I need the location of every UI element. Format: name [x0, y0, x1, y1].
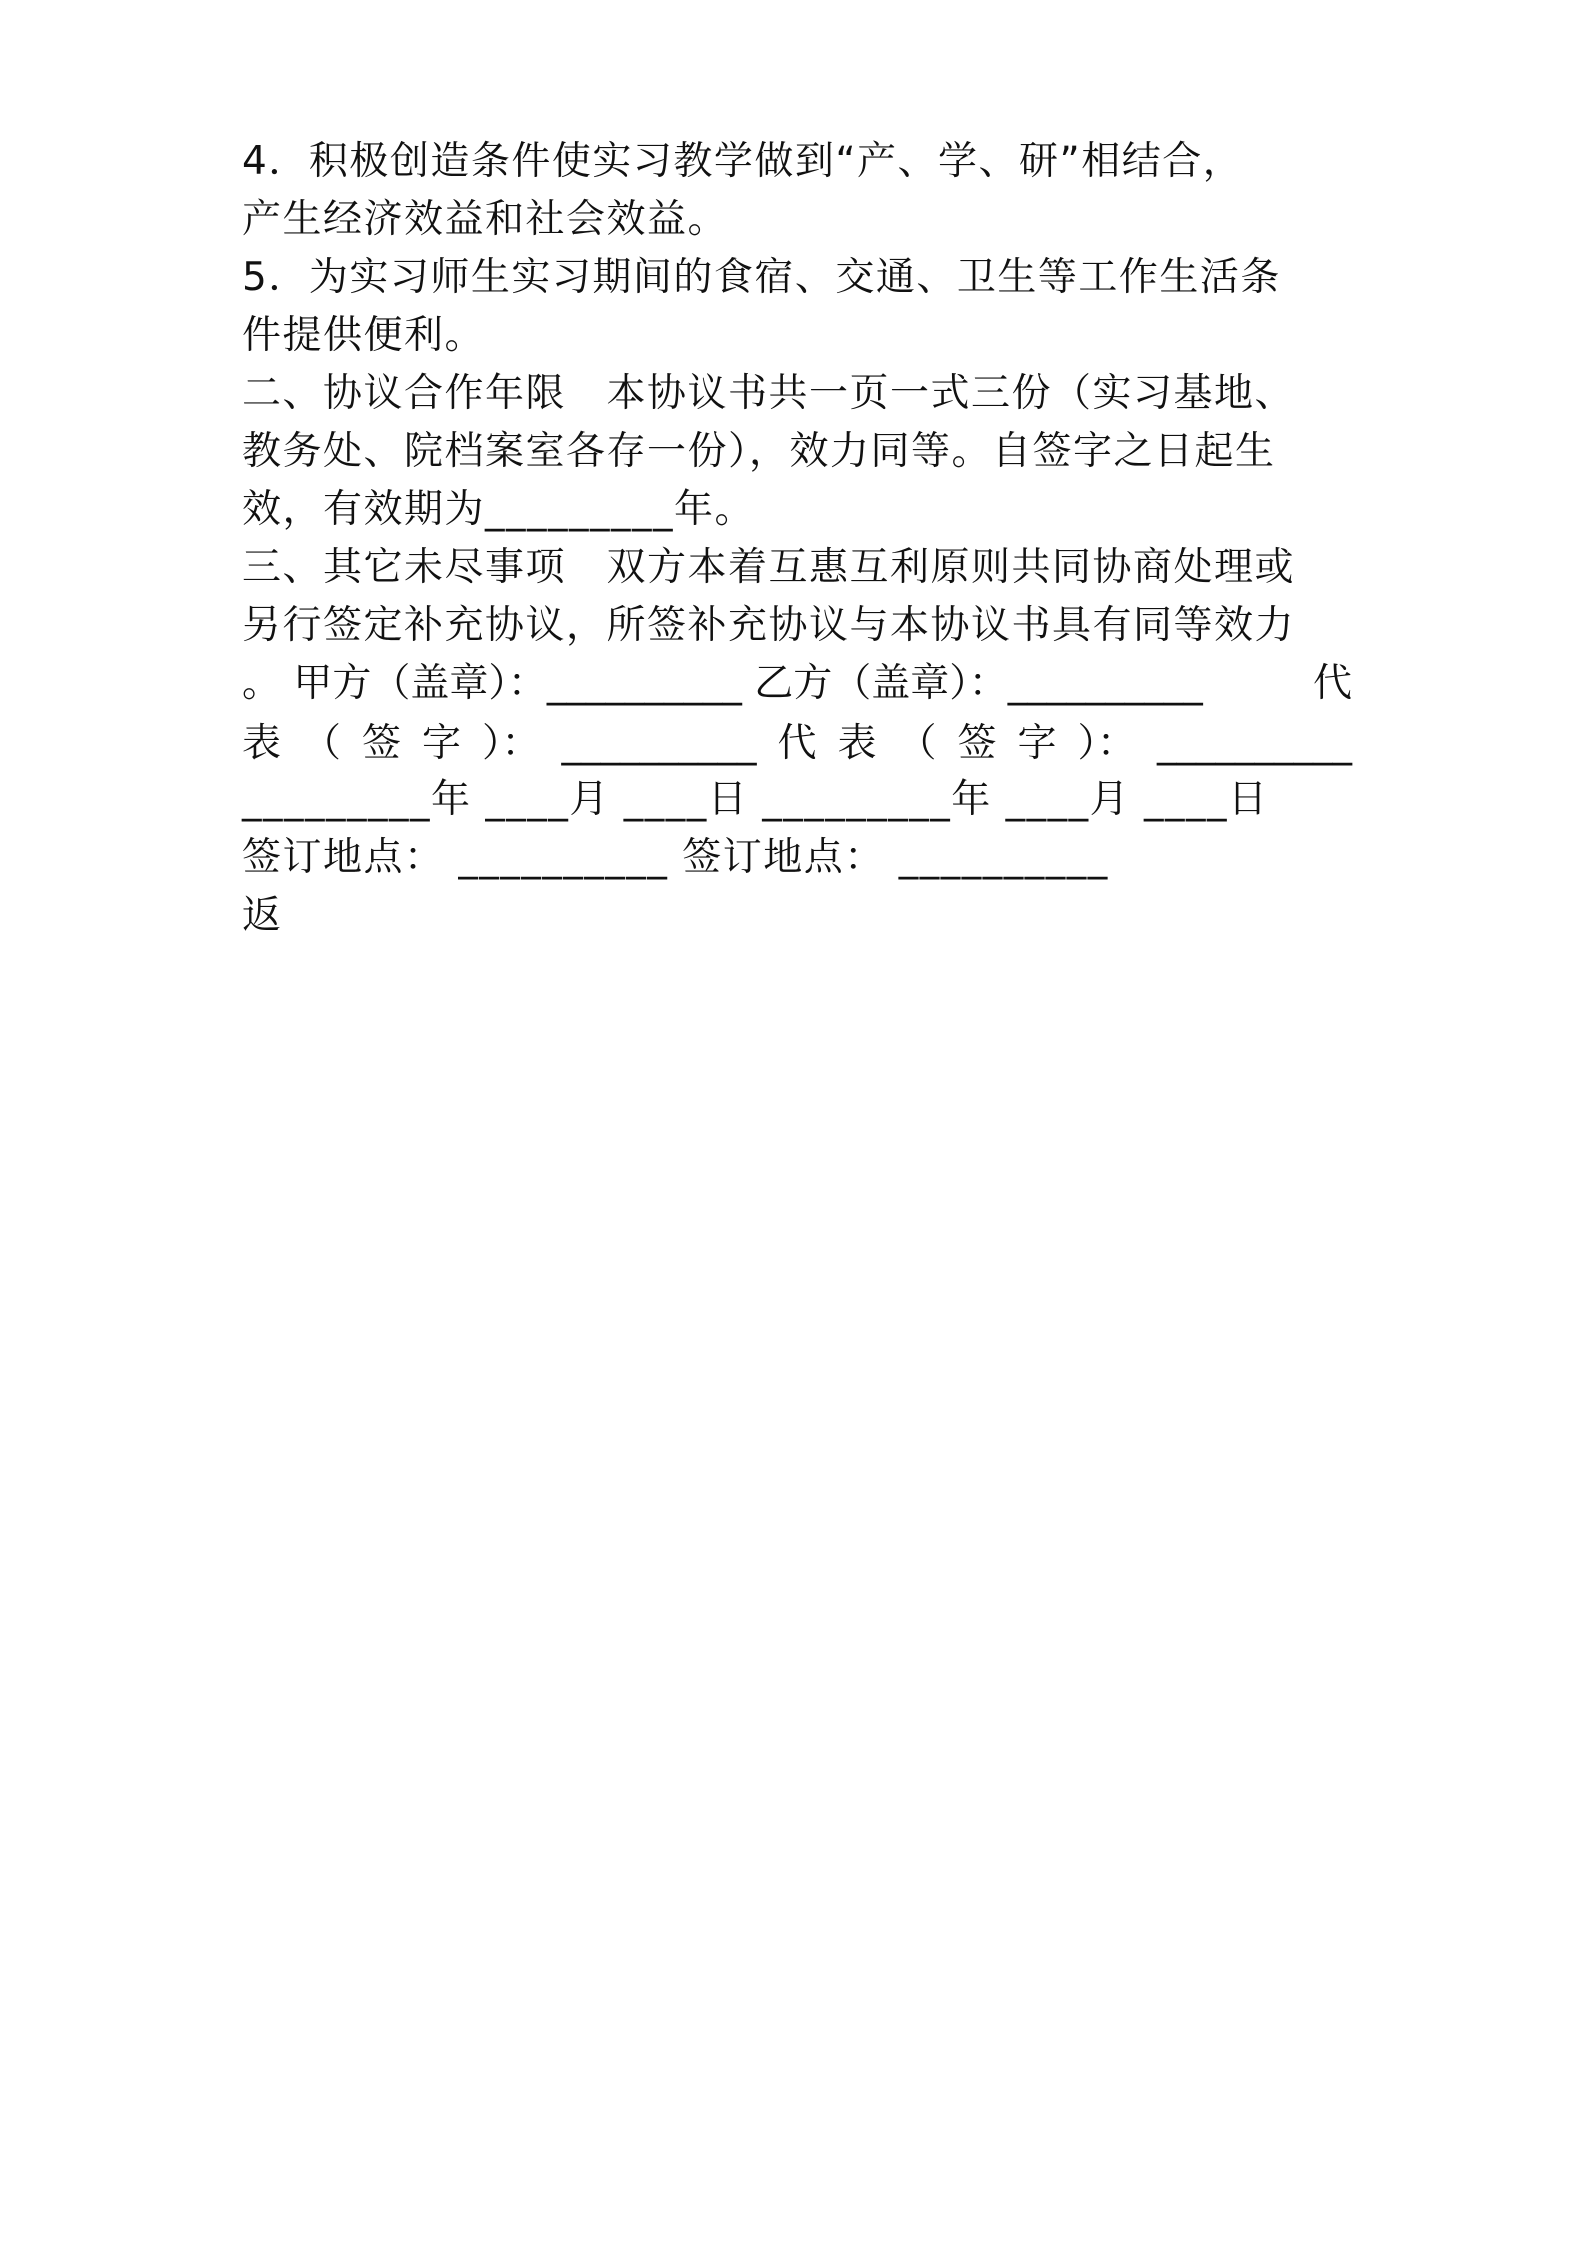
representative-char: 字 — [422, 721, 462, 766]
clause-5-line-1: 5．为实习师生实习期间的食宿、交通、卫生等工作生活条 — [242, 255, 1281, 300]
date-line: _________年 ____月 ____日 _________年 ____月 ____日 — [242, 777, 1269, 822]
representative-char: 表 — [242, 721, 282, 766]
representative-char: 签 — [362, 721, 402, 766]
representative-line-start: 代 — [1312, 661, 1352, 706]
party-seal-line — [242, 658, 1352, 710]
representative-char: （ — [897, 721, 937, 766]
party-seal-text: 。 甲方（盖章）：__________ 乙方（盖章）：__________ — [242, 661, 1203, 706]
section-2-line-3: 效，有效期为_________年。 — [242, 487, 756, 532]
representative-char: 签 — [957, 721, 997, 766]
section-3-line-2: 另行签定补充协议，所签补充协议与本协议书具有同等效力 — [242, 603, 1296, 648]
clause-4-line-1: 4．积极创造条件使实习教学做到“产、学、研”相结合， — [242, 139, 1244, 184]
representative-line — [242, 718, 1352, 770]
clause-4-line-2: 产生经济效益和社会效益。 — [242, 197, 729, 242]
signing-place-line: 签订地点： __________ 签订地点： __________ — [242, 835, 1109, 880]
representative-char: （ — [302, 721, 342, 766]
return-text: 返 — [242, 893, 283, 938]
representative-blank: __________ — [1156, 721, 1352, 766]
section-2-line-2: 教务处、院档案室各存一份），效力同等。自签字之日起生 — [242, 429, 1276, 474]
clause-5-line-2: 件提供便利。 — [242, 313, 486, 358]
representative-char: ）： — [1077, 721, 1136, 766]
representative-blank: __________ — [561, 721, 757, 766]
representative-char: ）： — [482, 721, 541, 766]
section-3-line-1: 三、其它未尽事项 双方本着互惠互利原则共同协商处理或 — [242, 545, 1296, 590]
representative-char: 字 — [1017, 721, 1057, 766]
representative-char: 表 — [837, 721, 877, 766]
representative-char: 代 — [777, 721, 817, 766]
section-2-line-1: 二、协议合作年限 本协议书共一页一式三份（实习基地、 — [242, 371, 1296, 416]
